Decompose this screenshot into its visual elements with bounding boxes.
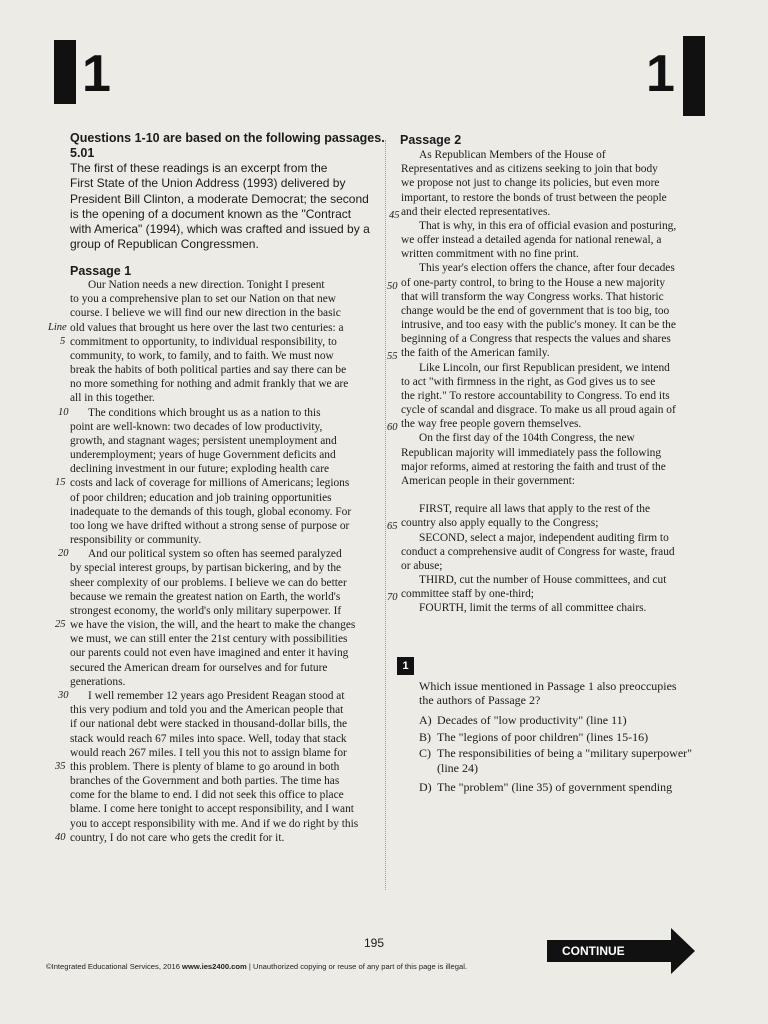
passage-line: we must, we can still enter the 21st century with possibilities	[70, 633, 348, 646]
passage-line: break the habits of both political parties and say there can be	[70, 364, 347, 377]
passage-line: or abuse;	[401, 559, 443, 572]
passage-line: our parents could not even have imagined and enter it having	[70, 647, 349, 660]
passage-line: commitment to opportunity, to individual responsibility, to	[70, 335, 337, 348]
line-marker-65: 65	[387, 521, 398, 533]
line-marker-55: 55	[387, 351, 398, 363]
choice-letter: A)	[419, 713, 432, 727]
question-stem	[419, 679, 719, 708]
passage-line: responsibility or community.	[70, 534, 202, 547]
passage-line: to act "with firmness in the right, as God gives us to see	[401, 375, 656, 388]
passage-line: generations.	[70, 675, 126, 688]
passage-line: Like Lincoln, our first Republican president, we intend	[419, 361, 670, 374]
line-marker-40: 40	[55, 831, 66, 843]
passage-1-text	[70, 278, 382, 845]
section-bar-left	[54, 40, 76, 104]
choice-text-cont: (line 24)	[437, 761, 478, 775]
passage-line: come for the blame to end. I did not seek this office to place	[70, 789, 344, 802]
passage-line: beginning of a Congress that respects the values and shares	[401, 333, 671, 346]
passage-line: intrusive, and too easy with the public's money. It can be the	[401, 319, 676, 332]
passage-line: we propose not just to change its policies, but even more	[401, 177, 660, 190]
choice-text: The responsibilities of being a "military superpower"	[437, 746, 693, 760]
passage-line: you to accept responsibility with me. And if we do right by this	[70, 817, 359, 830]
passage-line: stack would reach 67 miles into space. Well, today that stack	[70, 732, 347, 745]
section-number-right: 1	[646, 45, 675, 103]
passage-line: community, to work, to family, and to faith. We must now	[70, 349, 334, 362]
passage-line: underemployment; years of huge Government deficits and	[70, 449, 336, 462]
passage-line: FOURTH, limit the terms of all committee chairs.	[419, 602, 647, 615]
intro-line: is the opening of a document known as the "Contract	[70, 206, 352, 221]
passage-2-heading: Passage 2	[400, 133, 462, 147]
passage-line: of poor children; education and job training opportunities	[70, 491, 332, 504]
choice-d[interactable]	[419, 780, 719, 794]
questions-heading: Questions 1-10 are based on the following passages.	[70, 131, 385, 145]
passage-line: branches of the Government and both parties. The time has	[70, 775, 340, 788]
passage-line: major reforms, aimed at restoring the faith and trust of the	[401, 460, 666, 473]
line-marker-20: 20	[58, 548, 69, 560]
intro-line: with America" (1994), which was crafted and issued by a	[70, 222, 370, 237]
passage-line: cycle of scandal and disgrace. To make us all proud again of	[401, 404, 676, 417]
line-marker-50: 50	[387, 280, 398, 292]
line-marker-5: 5	[60, 335, 66, 347]
line-marker-30: 30	[58, 689, 69, 701]
passage-line: that will transform the way Congress works. That historic	[401, 290, 664, 303]
footer-suffix: | Unauthorized copying or reuse of any part of this page is illegal.	[246, 962, 467, 971]
intro-text	[70, 161, 386, 253]
passage-line: growth, and stagnant wages; persistent unemployment and	[70, 434, 337, 447]
passage-line: country also apply equally to the Congress;	[401, 517, 599, 530]
choice-letter: C)	[419, 746, 431, 760]
passage-2-text	[401, 148, 701, 616]
passage-line: written commitment with no fine print.	[401, 248, 579, 261]
passage-line: of one-party control, to bring to the House a new majority	[401, 276, 666, 289]
passage-line: would reach 267 miles. I tell you this not to assign blame for	[70, 746, 347, 759]
passage-line: strongest economy, the world's only military superpower. If	[70, 604, 342, 617]
choice-text: Decades of "low productivity" (line 11)	[437, 713, 627, 727]
passage-line: THIRD, cut the number of House committees, and cut	[419, 574, 667, 587]
line-marker-10: 10	[58, 406, 69, 418]
passage-line: secured the American dream for ourselves and for future	[70, 661, 328, 674]
line-marker-35: 35	[55, 760, 66, 772]
passage-line: and their elected representatives.	[401, 205, 551, 218]
choice-letter: D)	[419, 780, 432, 794]
passage-1-heading: Passage 1	[70, 264, 132, 278]
line-marker-60: 60	[387, 422, 398, 434]
passage-line: As Republican Members of the House of	[419, 149, 606, 161]
footer-copyright	[46, 962, 467, 971]
passage-line: if our national debt were stacked in thousand-dollar bills, the	[70, 718, 348, 731]
passage-line: because we remain the greatest nation on Earth, the world's	[70, 590, 341, 603]
passage-line: SECOND, select a major, independent auditing firm to	[419, 531, 669, 544]
passage-line: the way free people govern themselves.	[401, 418, 582, 431]
line-marker-25: 25	[55, 619, 66, 631]
section-number-left: 1	[82, 45, 111, 103]
column-divider	[385, 140, 386, 890]
passage-line: course. I believe we will find our new direction in the basic	[70, 307, 341, 320]
choice-c[interactable]	[419, 746, 719, 776]
question-stem-line: the authors of Passage 2?	[419, 693, 541, 708]
passage-line: Republican majority will immediately pass the following	[401, 446, 662, 459]
question-code: 5.01	[70, 146, 95, 160]
passage-line: This year's election offers the chance, after four decades	[419, 262, 675, 275]
passage-line: costs and lack of coverage for millions of Americans; legions	[70, 477, 350, 490]
passage-line: country, I do not care who gets the credit for it.	[70, 831, 285, 844]
passage-line: sheer complexity of our problems. I believe we can do better	[70, 576, 347, 589]
continue-label: CONTINUE	[562, 944, 625, 958]
passage-line: On the first day of the 104th Congress, the new	[419, 432, 635, 445]
intro-line: President Bill Clinton, a moderate Democrat; the second	[70, 191, 369, 206]
passage-introduction	[70, 131, 386, 253]
page-number: 195	[364, 936, 385, 950]
choice-text: The "legions of poor children" (lines 15-16)	[437, 730, 649, 744]
passage-line: by special interest groups, by partisan bickering, and by the	[70, 562, 342, 575]
passage-line: Representatives and as citizens seeking to join that body	[401, 163, 658, 176]
line-marker-label: Line	[48, 321, 67, 333]
passage-line: the right." To restore accountability to Congress. To end its	[401, 389, 670, 402]
intro-line: The first of these readings is an excerpt from the	[70, 161, 328, 175]
question-number-badge: 1	[397, 657, 414, 675]
passage-line: old values that brought us here over the last two centuries: a	[70, 321, 344, 334]
passage-line: important, to restore the bonds of trust between the people	[401, 191, 667, 204]
passage-line: committee staff by one-third;	[401, 588, 534, 601]
passage-line: conduct a comprehensive audit of Congress for waste, fraud	[401, 545, 675, 558]
passage-line: And our political system so often has seemed paralyzed	[88, 548, 342, 561]
choice-b[interactable]	[419, 730, 719, 744]
passage-line: blame. I come here tonight to accept responsibility, and I want	[70, 803, 354, 816]
passage-line: too long we have drifted without a strong sense of purpose or	[70, 519, 350, 532]
line-marker-45: 45	[389, 209, 400, 221]
passage-line: declining investment in our future; exploding health care	[70, 463, 330, 476]
passage-line: The conditions which brought us as a nation to this	[88, 406, 321, 419]
passage-line: I well remember 12 years ago President Reagan stood at	[88, 689, 345, 702]
line-marker-15: 15	[55, 477, 66, 489]
passage-line: no more something for nothing and admit frankly that we are	[70, 378, 349, 391]
passage-line: the faith of the American family.	[401, 347, 550, 360]
line-marker-70: 70	[387, 592, 398, 604]
passage-line: we have the vision, the will, and the heart to make the changes	[70, 619, 356, 632]
section-bar-right	[683, 36, 705, 116]
footer-prefix: ©Integrated Educational Services, 2016	[46, 962, 183, 971]
footer-site-link[interactable]: www.ies2400.com	[182, 962, 247, 971]
question-stem-line: Which issue mentioned in Passage 1 also preoccupies	[419, 679, 677, 693]
intro-line: First State of the Union Address (1993) delivered by	[70, 176, 346, 191]
passage-line: American people in their government:	[401, 474, 575, 487]
passage-line: point are well-known: two decades of low productivity,	[70, 420, 323, 433]
passage-line: to you a comprehensive plan to set our Nation on that new	[70, 293, 337, 306]
passage-line: inadequate to the demands of this tough, global economy. For	[70, 505, 352, 518]
passage-line: we offer instead a detailed agenda for national renewal, a	[401, 234, 662, 247]
passage-line: change would be the end of government that is too big, too	[401, 304, 670, 317]
passage-line: FIRST, require all laws that apply to the rest of the	[419, 503, 651, 516]
passage-line: That is why, in this era of official evasion and posturing,	[419, 219, 677, 232]
passage-line: this very podium and told you and the American people that	[70, 704, 344, 717]
choice-text: The "problem" (line 35) of government spending	[437, 780, 673, 794]
passage-line: Our Nation needs a new direction. Tonight I present	[88, 279, 325, 291]
intro-line: group of Republican Congressmen.	[70, 237, 259, 252]
passage-line: this problem. There is plenty of blame to go around in both	[70, 760, 340, 773]
choice-a[interactable]	[419, 713, 719, 727]
passage-line: all in this together.	[70, 392, 155, 405]
choice-letter: B)	[419, 730, 431, 744]
passage-spacer	[401, 488, 701, 502]
